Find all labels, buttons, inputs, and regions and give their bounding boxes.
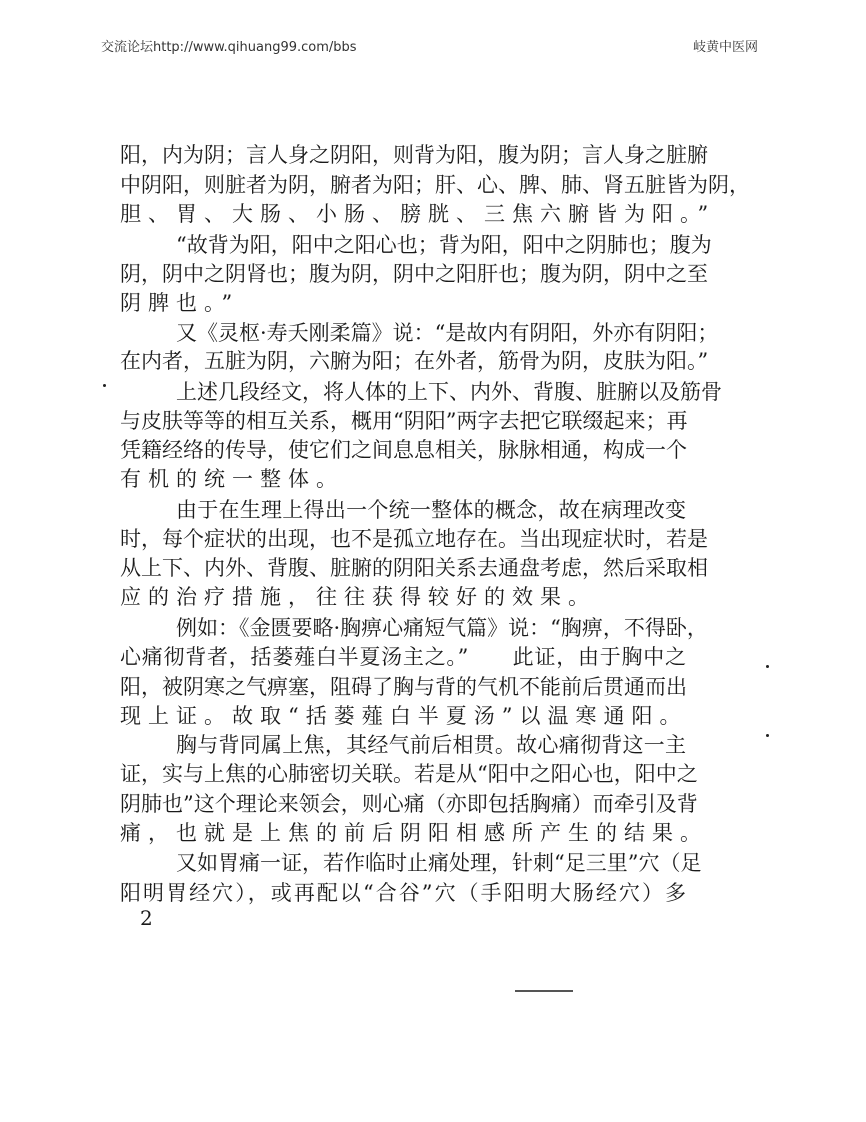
text-line: 从上下、内外、背腹、脏腑的阴阳关系去通盘考虑，然后采取相 — [120, 556, 708, 580]
text-line: 证，实与上焦的心肺密切关联。若是从“阳中之阳心也，阳中之 — [120, 762, 698, 786]
text-line: “故背为阳，阳中之阳心也；背为阳，阳中之阴肺也；腹为 — [176, 233, 712, 257]
scan-speck — [103, 384, 106, 387]
text-line: 与皮肤等等的相互关系，概用“阴阳”两字去把它联缀起来；再 — [120, 409, 688, 433]
scan-mark — [515, 990, 573, 992]
page-number: 2 — [140, 906, 153, 930]
text-line: 阴脾也。” — [120, 291, 240, 315]
text-line: 又如胃痛一证，若作临时止痛处理，针刺“足三里”穴（足 — [176, 851, 702, 875]
text-line: 胆、胃、大肠、小肠、膀胱、三焦六腑皆为阳。” — [120, 202, 716, 226]
scan-speck — [766, 665, 769, 668]
text-line: 例如：《金匮要略·胸痹心痛短气篇》说：“胸痹，不得卧， — [176, 616, 708, 640]
text-line: 阴肺也”这个理论来领会，则心痛（亦即包括胸痛）而牵引及背 — [120, 792, 698, 816]
text-line: 在内者，五脏为阴，六腑为阳；在外者，筋骨为阴，皮肤为阳。” — [120, 349, 709, 373]
text-line: 阳明胃经穴），或再配以“合谷”穴（手阳明大肠经穴）多 — [120, 881, 686, 905]
text-line: 又《灵枢·寿夭刚柔篇》说：“是故内有阴阳，外亦有阴阳； — [176, 321, 719, 345]
text-line: 中阴阳，则脏者为阴，腑者为阳；肝、心、脾、肺、肾五脏皆为阴， — [120, 173, 750, 197]
text-line: 上述几段经文，将人体的上下、内外、背腹、脏腑以及筋骨 — [176, 380, 722, 404]
text-line: 痛，也就是上焦的前后阴阳相感所产生的结果。 — [120, 821, 708, 845]
text-line: 时，每个症状的出现，也不是孤立地存在。当出现症状时，若是 — [120, 527, 708, 551]
text-line: 应的治疗措施，往往获得较好的效果。 — [120, 585, 596, 609]
text-line: 现上证。故取“括蒌薤白半夏汤”以温寒通阳。 — [120, 704, 688, 728]
text-line: 阴，阴中之阴肾也；腹为阴，阴中之阳肝也；腹为阴，阴中之至 — [120, 262, 708, 286]
text-line: 阳，被阴寒之气痹塞，阻碍了胸与背的气机不能前后贯通而出 — [120, 675, 687, 699]
text-line: 心痛彻背者，括蒌薤白半夏汤主之。” 此证，由于胸中之 — [120, 645, 686, 669]
text-line: 凭籍经络的传导，使它们之间息息相关，脉脉相通，构成一个 — [120, 438, 687, 462]
scan-speck — [766, 734, 769, 737]
text-line: 由于在生理上得出一个统一整体的概念，故在病理改变 — [176, 498, 686, 522]
header-site-link: 交流论坛http://www.qihuang99.com/bbs — [101, 40, 357, 55]
text-line: 胸与背同属上焦，其经气前后相贯。故心痛彻背这一主 — [176, 733, 686, 757]
text-line: 有机的统一整体。 — [120, 467, 344, 491]
header-site-name: 岐黄中医网 — [693, 40, 759, 55]
text-line: 阳，内为阴；言人身之阴阳，则背为阳，腹为阴；言人身之脏腑 — [120, 143, 708, 167]
